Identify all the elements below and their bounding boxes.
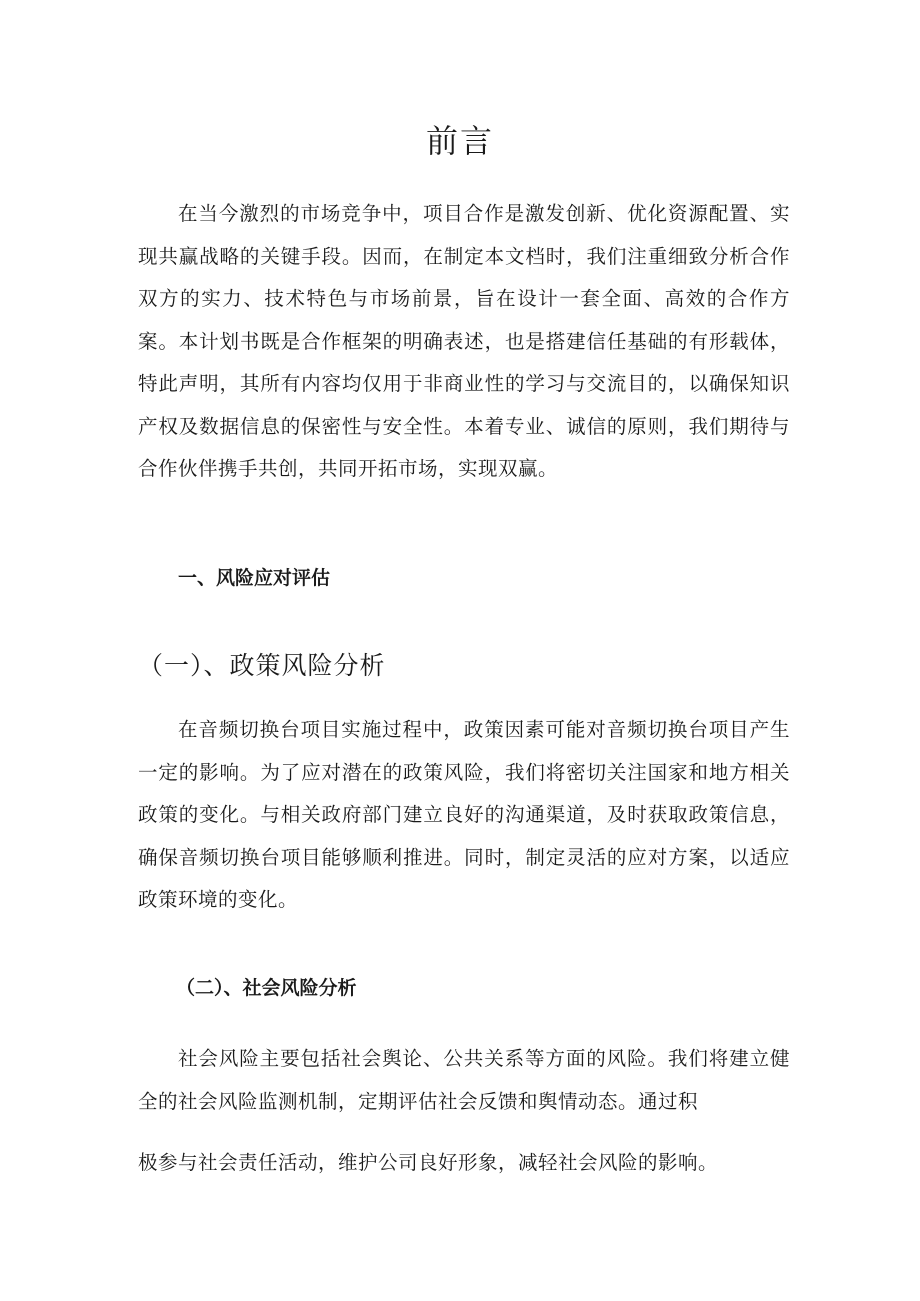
- subsection-heading-social-risk: （二）、社会风险分析: [176, 977, 357, 999]
- social-risk-paragraph: 社会风险主要包括社会舆论、公共关系等方面的风险。我们将建立健全的社会风险监测机制，定期评估社会反馈和舆情动态。通过积: [138, 1047, 790, 1113]
- section-heading-risk-assessment: 一、风险应对评估: [178, 567, 331, 589]
- social-risk-paragraph-tail: 极参与社会责任活动，维护公司良好形象，减轻社会风险的影响。: [138, 1151, 719, 1174]
- page-title: 前言: [425, 122, 494, 160]
- policy-risk-paragraph: 在音频切换台项目实施过程中，政策因素可能对音频切换台项目产生一定的影响。为了应对潜在的政策风险，我们将密切关注国家和地方相关政策的变化。与相关政府部门建立良好的沟通渠道，及时获取政策信息，确保音频切换台项目能够顺利推进。同时，制定灵活的应对方案，以适应政策环境的变化。: [138, 718, 790, 911]
- intro-paragraph: 在当今激烈的市场竞争中，项目合作是激发创新、优化资源配置、实现共赢战略的关键手段。因而，在制定本文档时，我们注重细致分析合作双方的实力、技术特色与市场前景，旨在设计一套全面、高效的合作方案。本计划书既是合作框架的明确表述，也是搭建信任基础的有形载体，特此声明，其所有内容均仅用于非商业性的学习与交流目的，以确保知识产权及数据信息的保密性与安全性。本着专业、诚信的原则，我们期待与合作伙伴携手共创，共同开拓市场，实现双赢。: [138, 202, 790, 480]
- subsection-heading-policy-risk: （一）、政策风险分析: [138, 651, 386, 680]
